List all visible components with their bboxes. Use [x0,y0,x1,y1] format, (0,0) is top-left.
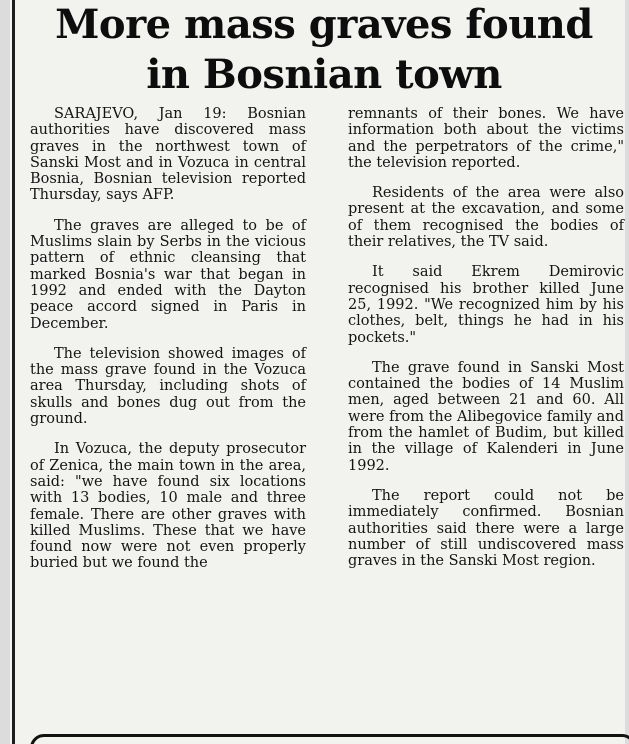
next-article-border [30,734,629,744]
headline [24,0,624,100]
left-border-rule [12,0,15,744]
headline-line-2: in Bosnian town [146,51,502,98]
article-paragraph: The graves are alleged to be of Muslims slain by Serbs in the vicious pattern of ethnic cleansing that marked Bosnia's war that began in 1992 and ended with the Dayton peace accord signed in Paris in December. [30,217,306,332]
article-paragraph: Residents of the area were also present at the excavation, and some of them recognised the bodies of their relatives, the TV said. [348,185,624,251]
headline-line-1: More mass graves found [55,1,593,48]
article-paragraph: It said Ekrem Demirovic recognised his brother killed June 25, 1992. "We recognized him by his clothes, belt, things he had in his pockets." [348,264,624,346]
article-paragraph: The report could not be immediately confirmed. Bosnian authorities said there were a large number of still undiscovered mass graves in the Sanski Most region. [348,487,624,570]
article-paragraph-continuation: remnants of their bones. We have information both about the victims and the perpetrators of the crime," the television reported. [348,106,624,171]
article-paragraph: The television showed images of the mass grave found in the Vozuca area Thursday, including shots of skulls and bones dug out from the ground. [30,345,306,428]
article-column-left [30,106,306,586]
article-column-right [348,106,624,583]
article-paragraph: The grave found in Sanski Most contained the bodies of 14 Muslim men, aged between 21 and 60. All were from the Alibegovice family and from the hamlet of Budim, but killed in the village of Kalenderi in June 1992. [348,359,624,474]
newspaper-clipping [10,0,625,744]
article-paragraph: In Vozuca, the deputy prosecutor of Zenica, the main town in the area, said: "we have found six locations with 13 bodies, 10 male and three female. There are other graves with killed Muslims. These that we have found now were not even properly buried but we found the [30,441,306,572]
article-paragraph: SARAJEVO, Jan 19: Bosnian authorities have discovered mass graves in the northwest town of Sanski Most and in Vozuca in central Bosnia, Bosnian television reported Thursday, says AFP. [30,106,306,204]
